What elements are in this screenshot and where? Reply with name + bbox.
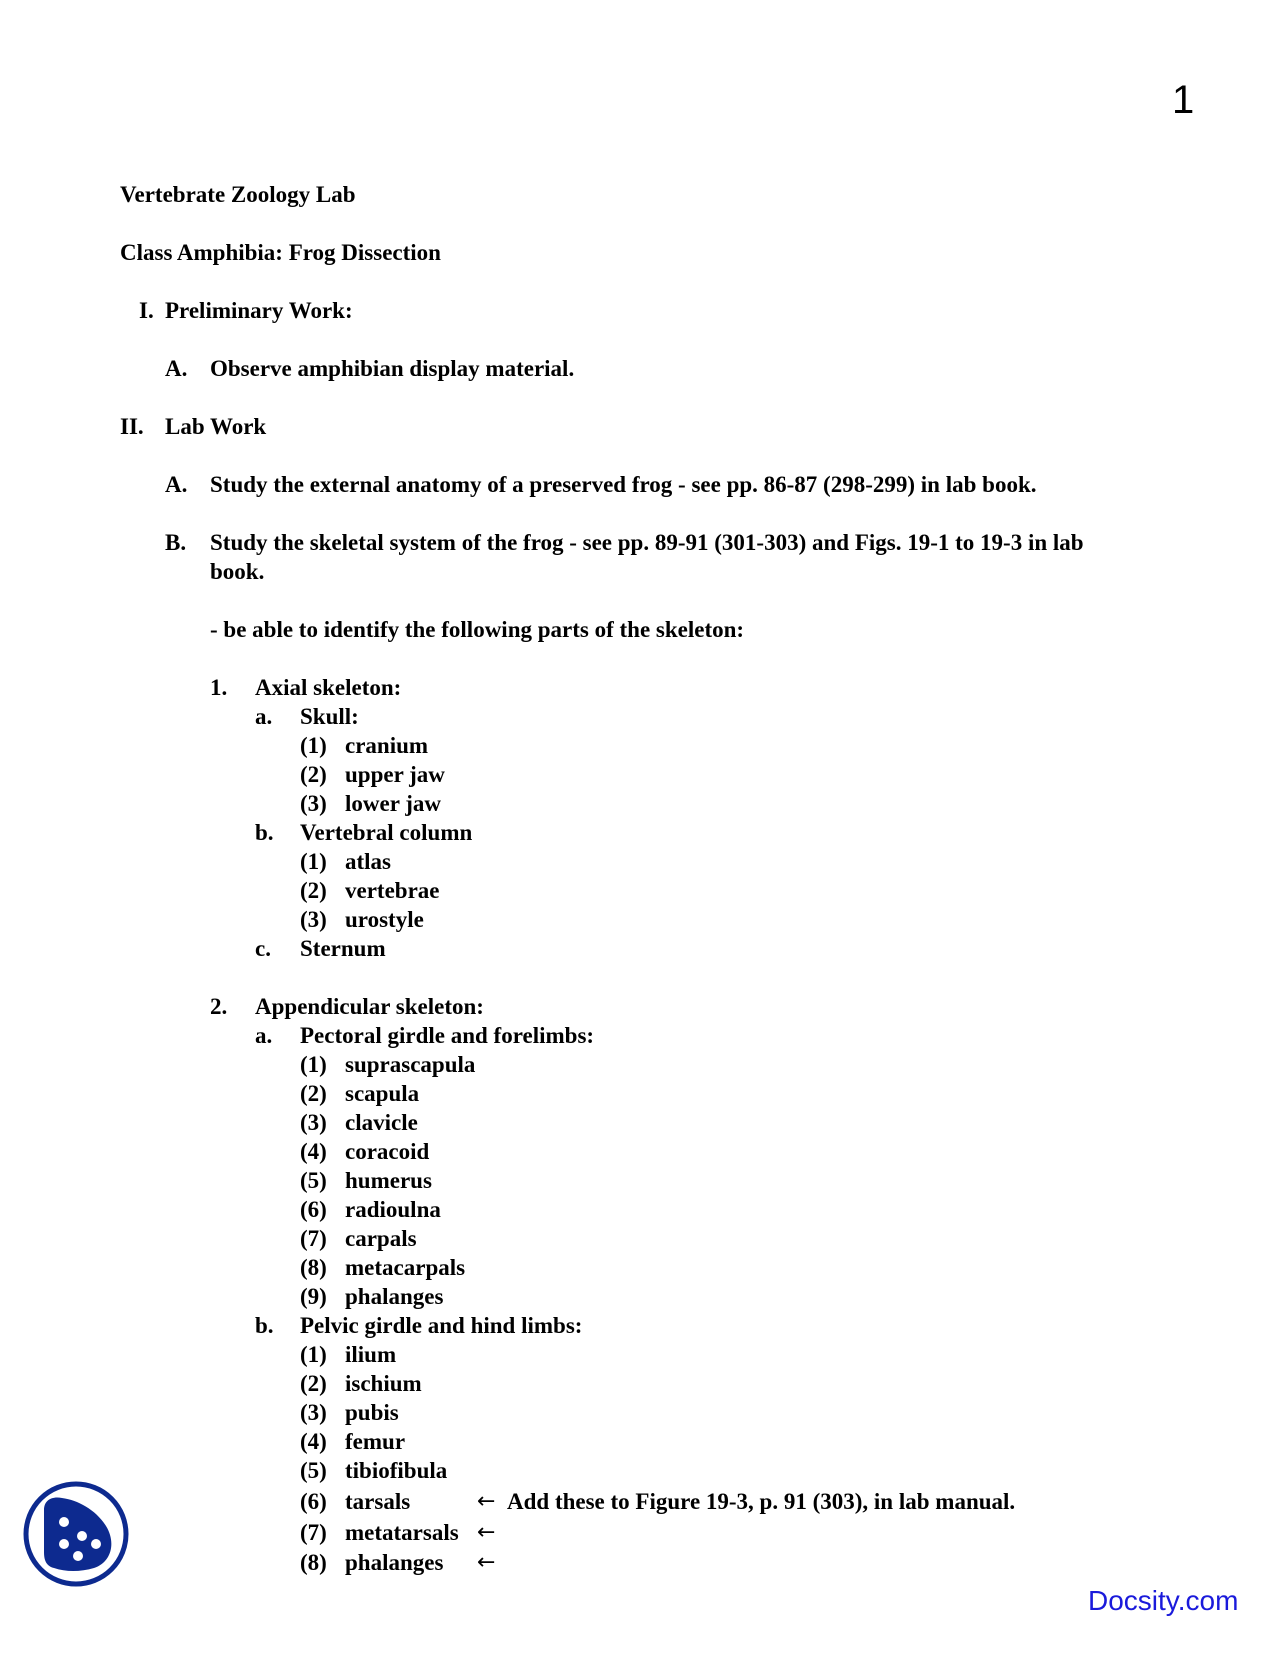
sternum-label: Sternum bbox=[300, 936, 386, 961]
section-2-label: Lab Work bbox=[165, 414, 267, 439]
list-item: phalanges bbox=[345, 1284, 444, 1309]
section-2-item-b-text-line-1: Study the skeletal system of the frog - see pp. 89-91 (301-303) and Figs. 19-1 to 19-3 in lab bbox=[210, 530, 1084, 555]
list-item-number: (2) bbox=[300, 762, 327, 787]
appendicular-label: Appendicular skeleton: bbox=[255, 994, 484, 1019]
docsity-logo-icon bbox=[22, 1480, 130, 1588]
list-item-number: (1) bbox=[300, 733, 327, 758]
list-item-number: (6) bbox=[300, 1489, 327, 1514]
list-item: atlas bbox=[345, 849, 391, 874]
list-item-number: (9) bbox=[300, 1284, 327, 1309]
section-1-item-a-number: A. bbox=[165, 356, 188, 381]
section-2-item-a-text: Study the external anatomy of a preserved frog - see pp. 86-87 (298-299) in lab book. bbox=[210, 472, 1037, 497]
list-item: clavicle bbox=[345, 1110, 418, 1135]
page-number: 1 bbox=[1172, 78, 1195, 122]
list-item: cranium bbox=[345, 733, 429, 758]
list-item-number: (2) bbox=[300, 878, 327, 903]
section-1-number: I. bbox=[139, 298, 154, 323]
appendicular-number: 2. bbox=[210, 994, 228, 1019]
list-item-number: (3) bbox=[300, 1110, 327, 1135]
list-item-number: (1) bbox=[300, 849, 327, 874]
left-arrow-icon: ← bbox=[477, 1550, 496, 1575]
list-item: ischium bbox=[345, 1371, 422, 1396]
list-item: metatarsals bbox=[345, 1520, 459, 1545]
list-item-number: (6) bbox=[300, 1197, 327, 1222]
pelvic-label: Pelvic girdle and hind limbs: bbox=[300, 1313, 583, 1338]
skull-letter: a. bbox=[255, 704, 273, 729]
list-item: carpals bbox=[345, 1226, 417, 1251]
list-item: radioulna bbox=[345, 1197, 441, 1222]
list-item: coracoid bbox=[345, 1139, 430, 1164]
list-item: ilium bbox=[345, 1342, 397, 1367]
vertebral-letter: b. bbox=[255, 820, 274, 845]
skull-label: Skull: bbox=[300, 704, 359, 729]
document-title: Vertebrate Zoology Lab bbox=[120, 182, 356, 207]
section-1-label: Preliminary Work: bbox=[165, 298, 353, 323]
list-item-number: (5) bbox=[300, 1168, 327, 1193]
pectoral-letter: a. bbox=[255, 1023, 273, 1048]
list-item-number: (2) bbox=[300, 1371, 327, 1396]
list-item-number: (5) bbox=[300, 1458, 327, 1483]
list-item: suprascapula bbox=[345, 1052, 476, 1077]
list-item: tarsals bbox=[345, 1489, 411, 1514]
pelvic-letter: b. bbox=[255, 1313, 274, 1338]
docsity-watermark[interactable]: Docsity.com bbox=[1088, 1585, 1239, 1616]
list-item-number: (2) bbox=[300, 1081, 327, 1106]
list-item: femur bbox=[345, 1429, 406, 1454]
instruction-text: - be able to identify the following parts of the skeleton: bbox=[210, 617, 745, 642]
list-item-number: (1) bbox=[300, 1342, 327, 1367]
list-item: tibiofibula bbox=[345, 1458, 448, 1483]
section-2-item-b-text-line-2: book. bbox=[210, 559, 265, 584]
left-arrow-icon: ← bbox=[477, 1489, 496, 1514]
list-item-number: (7) bbox=[300, 1226, 327, 1251]
list-item: vertebrae bbox=[345, 878, 440, 903]
sternum-letter: c. bbox=[255, 936, 271, 961]
list-item: pubis bbox=[345, 1400, 399, 1425]
list-item: phalanges bbox=[345, 1550, 444, 1575]
list-item: upper jaw bbox=[345, 762, 445, 787]
list-item-number: (3) bbox=[300, 791, 327, 816]
left-arrow-icon: ← bbox=[477, 1520, 496, 1545]
list-item-number: (1) bbox=[300, 1052, 327, 1077]
section-1-item-a-text: Observe amphibian display material. bbox=[210, 356, 575, 381]
list-item-number: (3) bbox=[300, 1400, 327, 1425]
vertebral-label: Vertebral column bbox=[300, 820, 473, 845]
list-item: metacarpals bbox=[345, 1255, 466, 1280]
list-item-number: (3) bbox=[300, 907, 327, 932]
section-2-item-b-number: B. bbox=[165, 530, 187, 555]
axial-label: Axial skeleton: bbox=[255, 675, 402, 700]
list-item-number: (4) bbox=[300, 1429, 327, 1454]
list-item-number: (4) bbox=[300, 1139, 327, 1164]
arrow-note: Add these to Figure 19-3, p. 91 (303), in lab manual. bbox=[507, 1489, 1016, 1514]
pectoral-label: Pectoral girdle and forelimbs: bbox=[300, 1023, 595, 1048]
list-item-number: (8) bbox=[300, 1550, 327, 1575]
axial-number: 1. bbox=[210, 675, 228, 700]
document-subtitle: Class Amphibia: Frog Dissection bbox=[120, 240, 441, 265]
list-item: urostyle bbox=[345, 907, 424, 932]
section-2-item-a-number: A. bbox=[165, 472, 188, 497]
list-item-number: (7) bbox=[300, 1520, 327, 1545]
section-2-number: II. bbox=[120, 414, 144, 439]
list-item: humerus bbox=[345, 1168, 432, 1193]
list-item: scapula bbox=[345, 1081, 420, 1106]
list-item: lower jaw bbox=[345, 791, 442, 816]
list-item-number: (8) bbox=[300, 1255, 327, 1280]
